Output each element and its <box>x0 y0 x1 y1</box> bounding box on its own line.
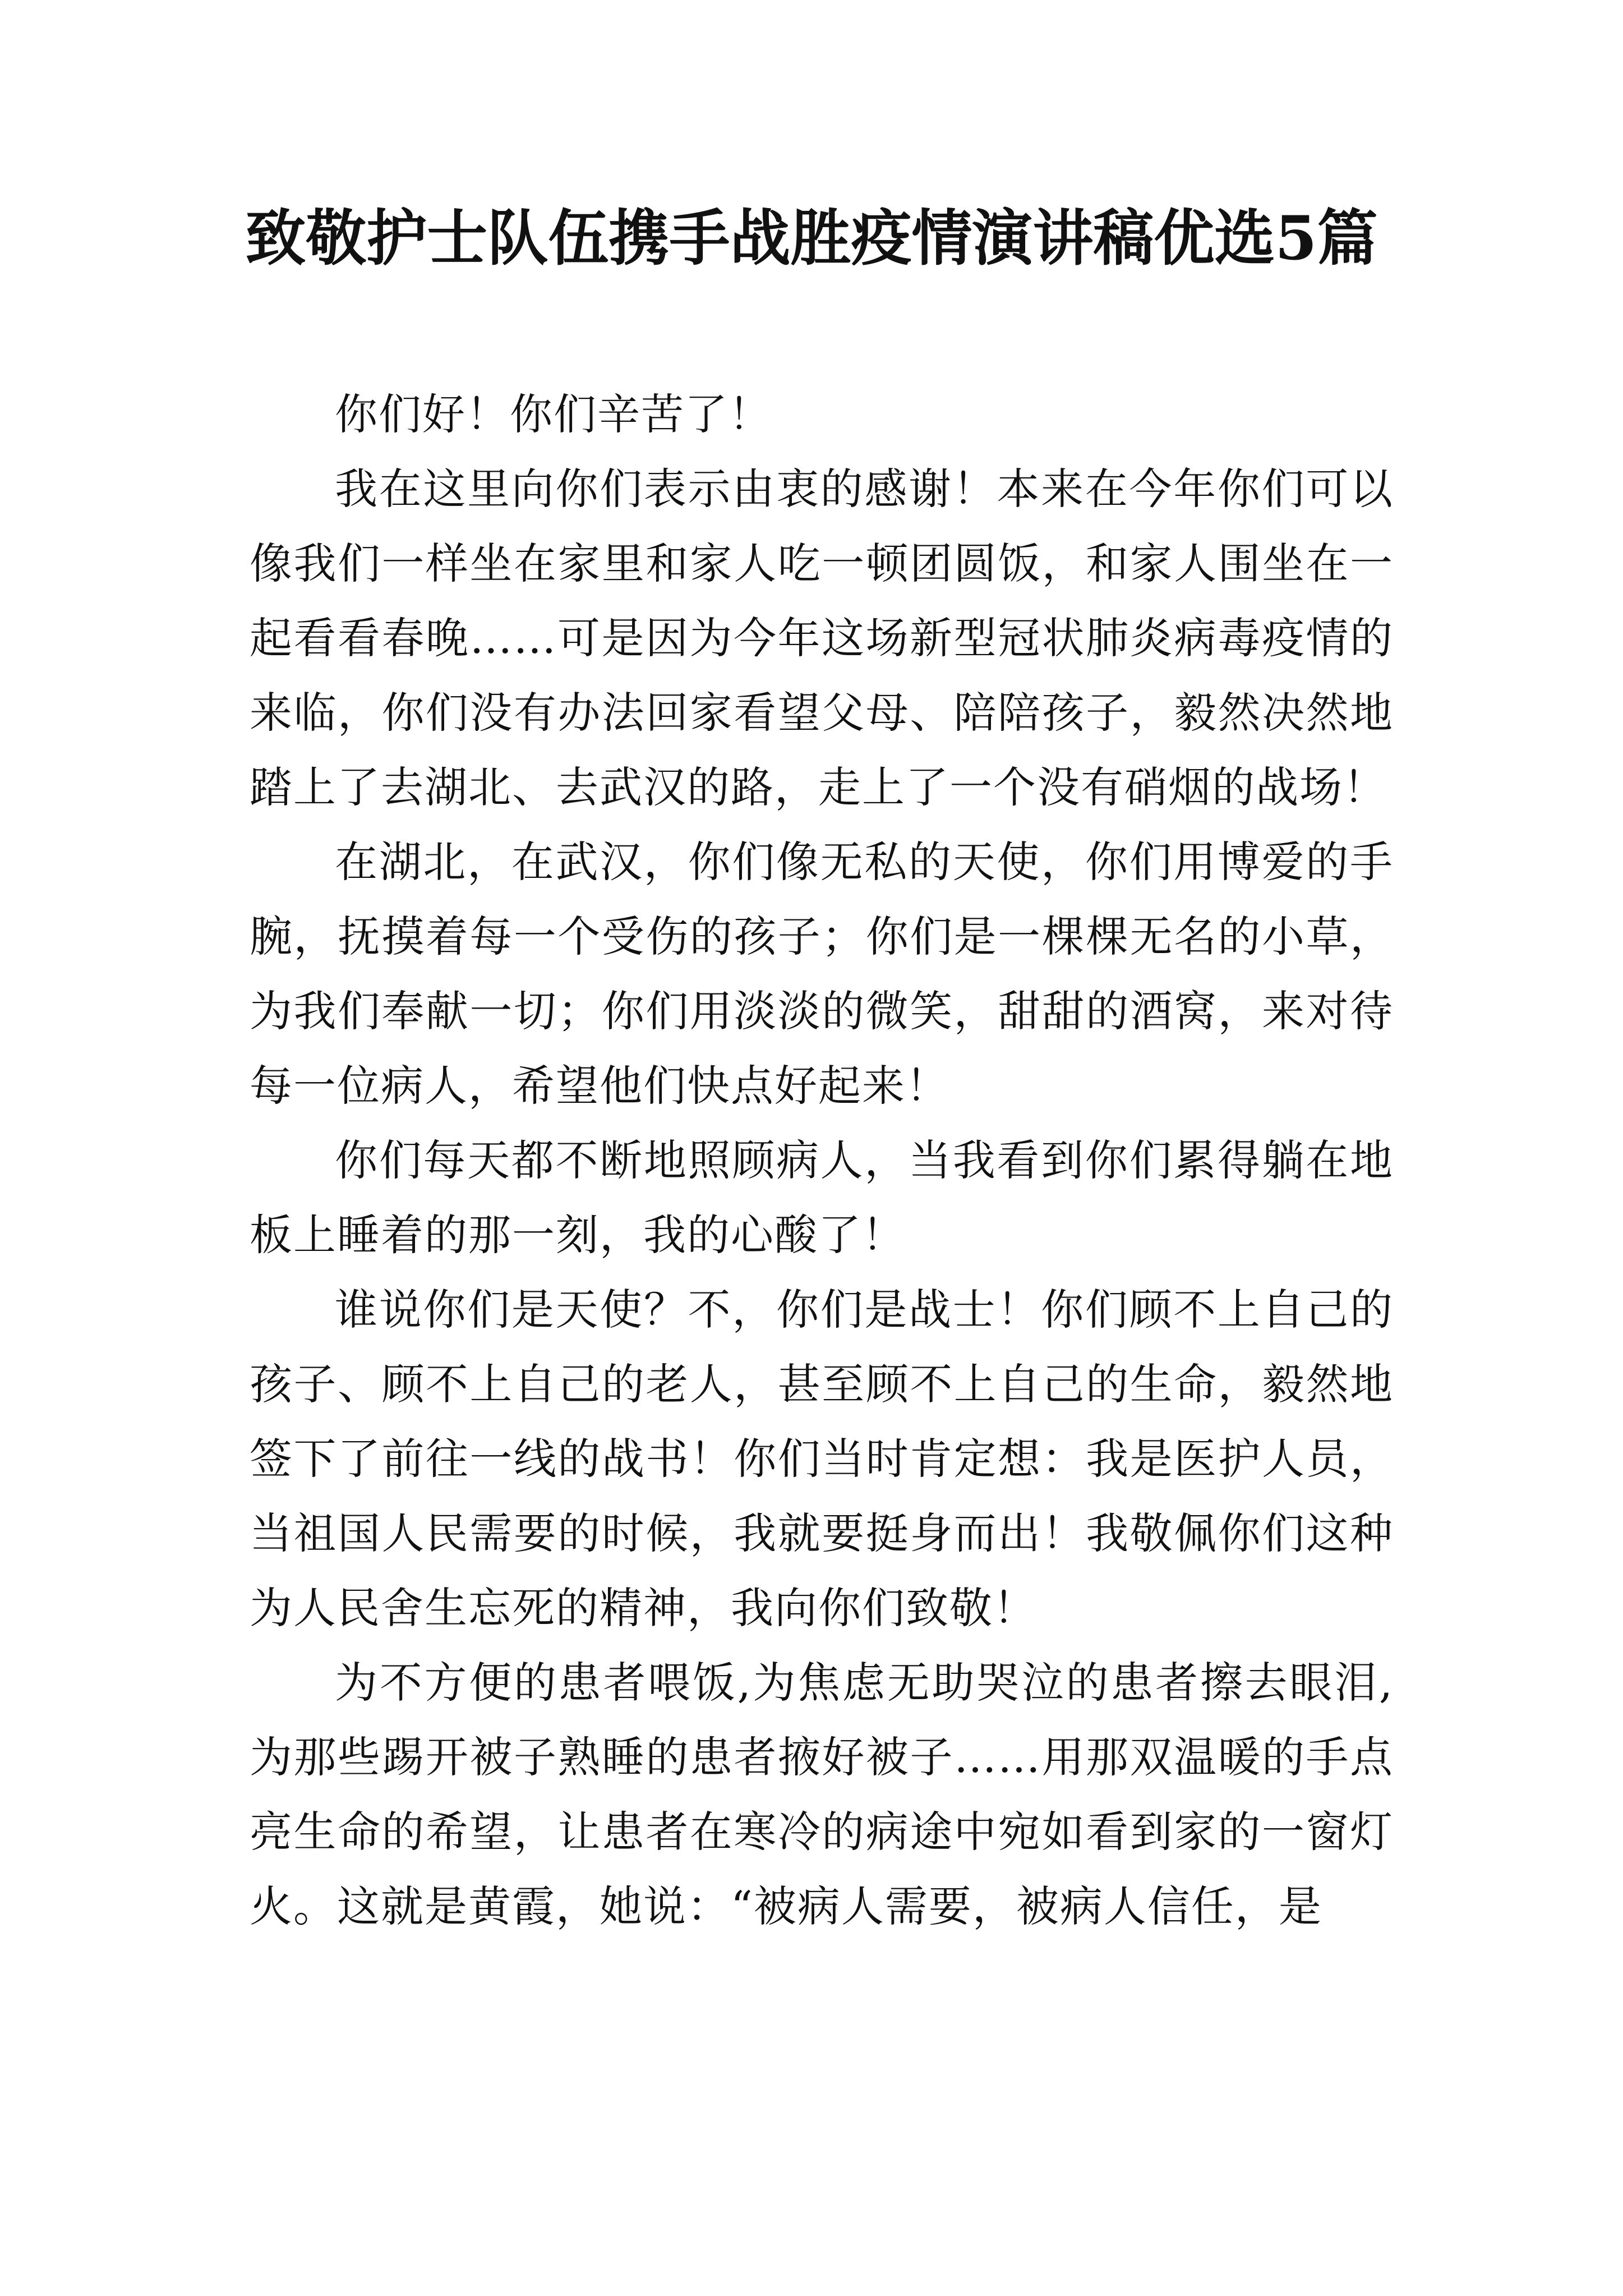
paragraph-warriors: 谁说你们是天使？不，你们是战士！你们顾不上自己的孩子、顾不上自己的老人，甚至顾不上自己的生命，毅然地签下了前往一线的战书！你们当时肯定想：我是医护人员，当祖国人民需要的时候，我就要挺身而出！我敬佩你们这种为人民舍生忘死的精神，我向你们致敬！ <box>250 1285 1394 1633</box>
document-title: 致敬护士队伍携手战胜疫情演讲稿优选5篇 <box>245 203 1378 274</box>
paragraph-wuhan: 在湖北，在武汉，你们像无私的天使，你们用博爱的手腕，抚摸着每一个受伤的孩子；你们是一棵棵无名的小草，为我们奉献一切；你们用淡淡的微笑，甜甜的酒窝，来对待每一位病人，希望他们快点好起来！ <box>250 837 1394 1111</box>
paragraph-huangxia: 为不方便的患者喂饭,为焦虑无助哭泣的患者擦去眼泪,为那些踢开被子熟睡的患者掖好被子……用那双温暖的手点亮生命的希望，让患者在寒冷的病途中宛如看到家的一窗灯火。这就是黄霞，她说：“被病人需要，被病人信任，是 <box>250 1658 1394 1931</box>
document-body <box>250 377 1394 1944</box>
paragraph-care: 你们每天都不断地照顾病人，当我看到你们累得躺在地板上睡着的那一刻，我的心酸了！ <box>250 1135 1394 1260</box>
paragraph-greeting: 你们好！你们辛苦了！ <box>335 389 772 439</box>
paragraph-thanks: 我在这里向你们表示由衷的感谢！本来在今年你们可以像我们一样坐在家里和家人吃一顿团圆饭，和家人围坐在一起看看春晚……可是因为今年这场新型冠状肺炎病毒疫情的来临，你们没有办法回家看望父母、陪陪孩子，毅然决然地踏上了去湖北、去武汉的路，走上了一个没有硝烟的战场！ <box>250 464 1394 812</box>
